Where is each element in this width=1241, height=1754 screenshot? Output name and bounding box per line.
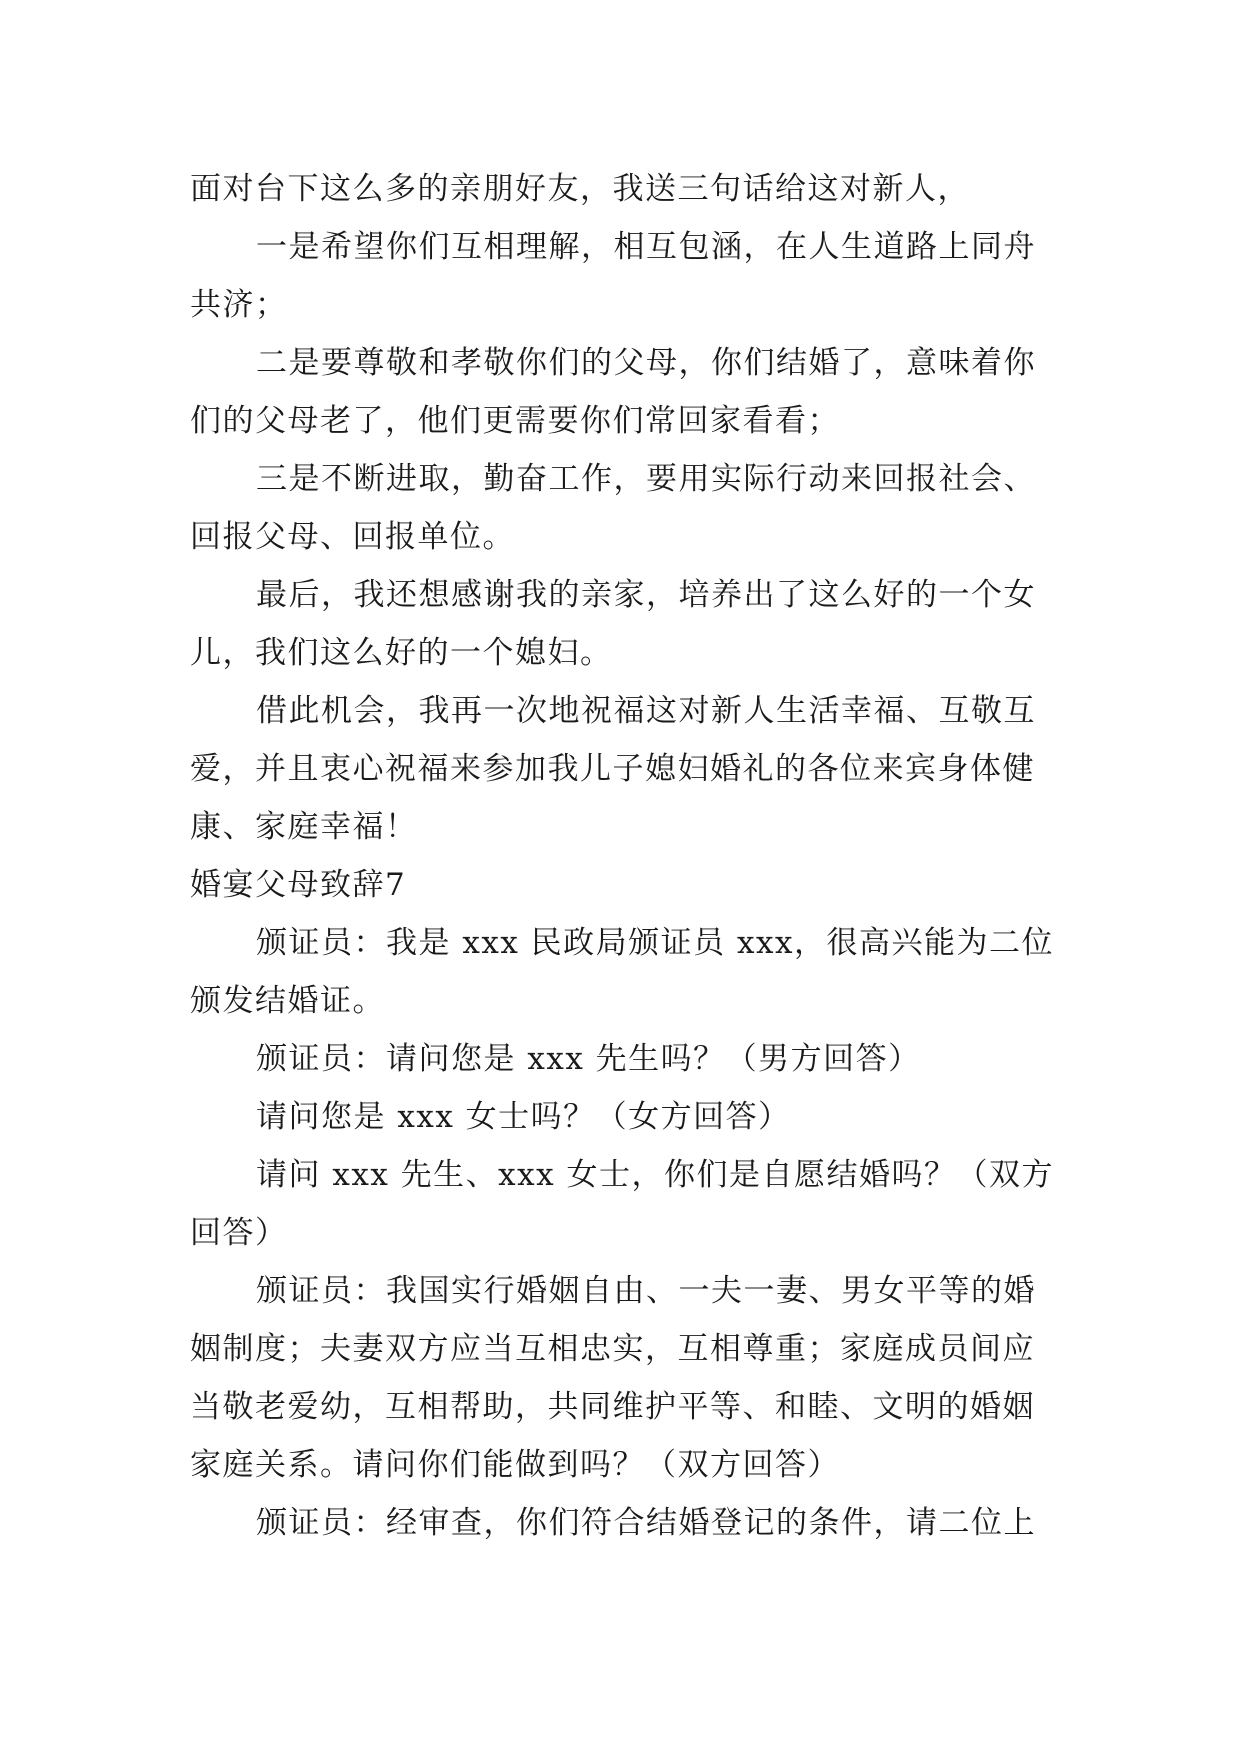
text-line: 面对台下这么多的亲朋好友，我送三句话给这对新人， <box>190 171 970 207</box>
text-line: 请问 xxx 先生、xxx 女士，你们是自愿结婚吗？（双方 <box>256 1157 1054 1193</box>
text-line: 颁证员：我是 xxx 民政局颁证员 xxx，很高兴能为二位 <box>256 925 1054 961</box>
text-line: 爱，并且衷心祝福来参加我儿子媳妇婚礼的各位来宾身体健 <box>190 751 1035 787</box>
text-line: 回报父母、回报单位。 <box>190 519 515 555</box>
text-line: 颁证员：经审查，你们符合结婚登记的条件，请二位上 <box>256 1505 1036 1541</box>
text-line: 一是希望你们互相理解，相互包涵，在人生道路上同舟 <box>256 229 1036 265</box>
section-heading: 婚宴父母致辞7 <box>190 867 407 903</box>
text-line: 三是不断进取，勤奋工作，要用实际行动来回报社会、 <box>256 461 1036 497</box>
text-line: 颁发结婚证。 <box>190 983 385 1019</box>
text-line: 借此机会，我再一次地祝福这对新人生活幸福、互敬互 <box>256 693 1036 729</box>
text-line: 当敬老爱幼，互相帮助，共同维护平等、和睦、文明的婚姻 <box>190 1389 1035 1425</box>
text-line: 颁证员：我国实行婚姻自由、一夫一妻、男女平等的婚 <box>256 1273 1036 1309</box>
text-line: 回答） <box>190 1215 288 1251</box>
text-line: 最后，我还想感谢我的亲家，培养出了这么好的一个女 <box>256 577 1036 613</box>
text-line: 二是要尊敬和孝敬你们的父母，你们结婚了，意味着你 <box>256 345 1036 381</box>
text-line: 姻制度；夫妻双方应当互相忠实，互相尊重；家庭成员间应 <box>190 1331 1035 1367</box>
text-line: 请问您是 xxx 女士吗？（女方回答） <box>256 1099 791 1135</box>
text-line: 儿，我们这么好的一个媳妇。 <box>190 635 613 671</box>
text-line: 康、家庭幸福！ <box>190 809 418 845</box>
text-line: 们的父母老了，他们更需要你们常回家看看； <box>190 403 840 439</box>
text-line: 颁证员：请问您是 xxx 先生吗？（男方回答） <box>256 1041 921 1077</box>
text-line: 家庭关系。请问你们能做到吗？（双方回答） <box>190 1447 840 1483</box>
document-body <box>190 160 1054 1552</box>
text-line: 共济； <box>190 287 288 323</box>
